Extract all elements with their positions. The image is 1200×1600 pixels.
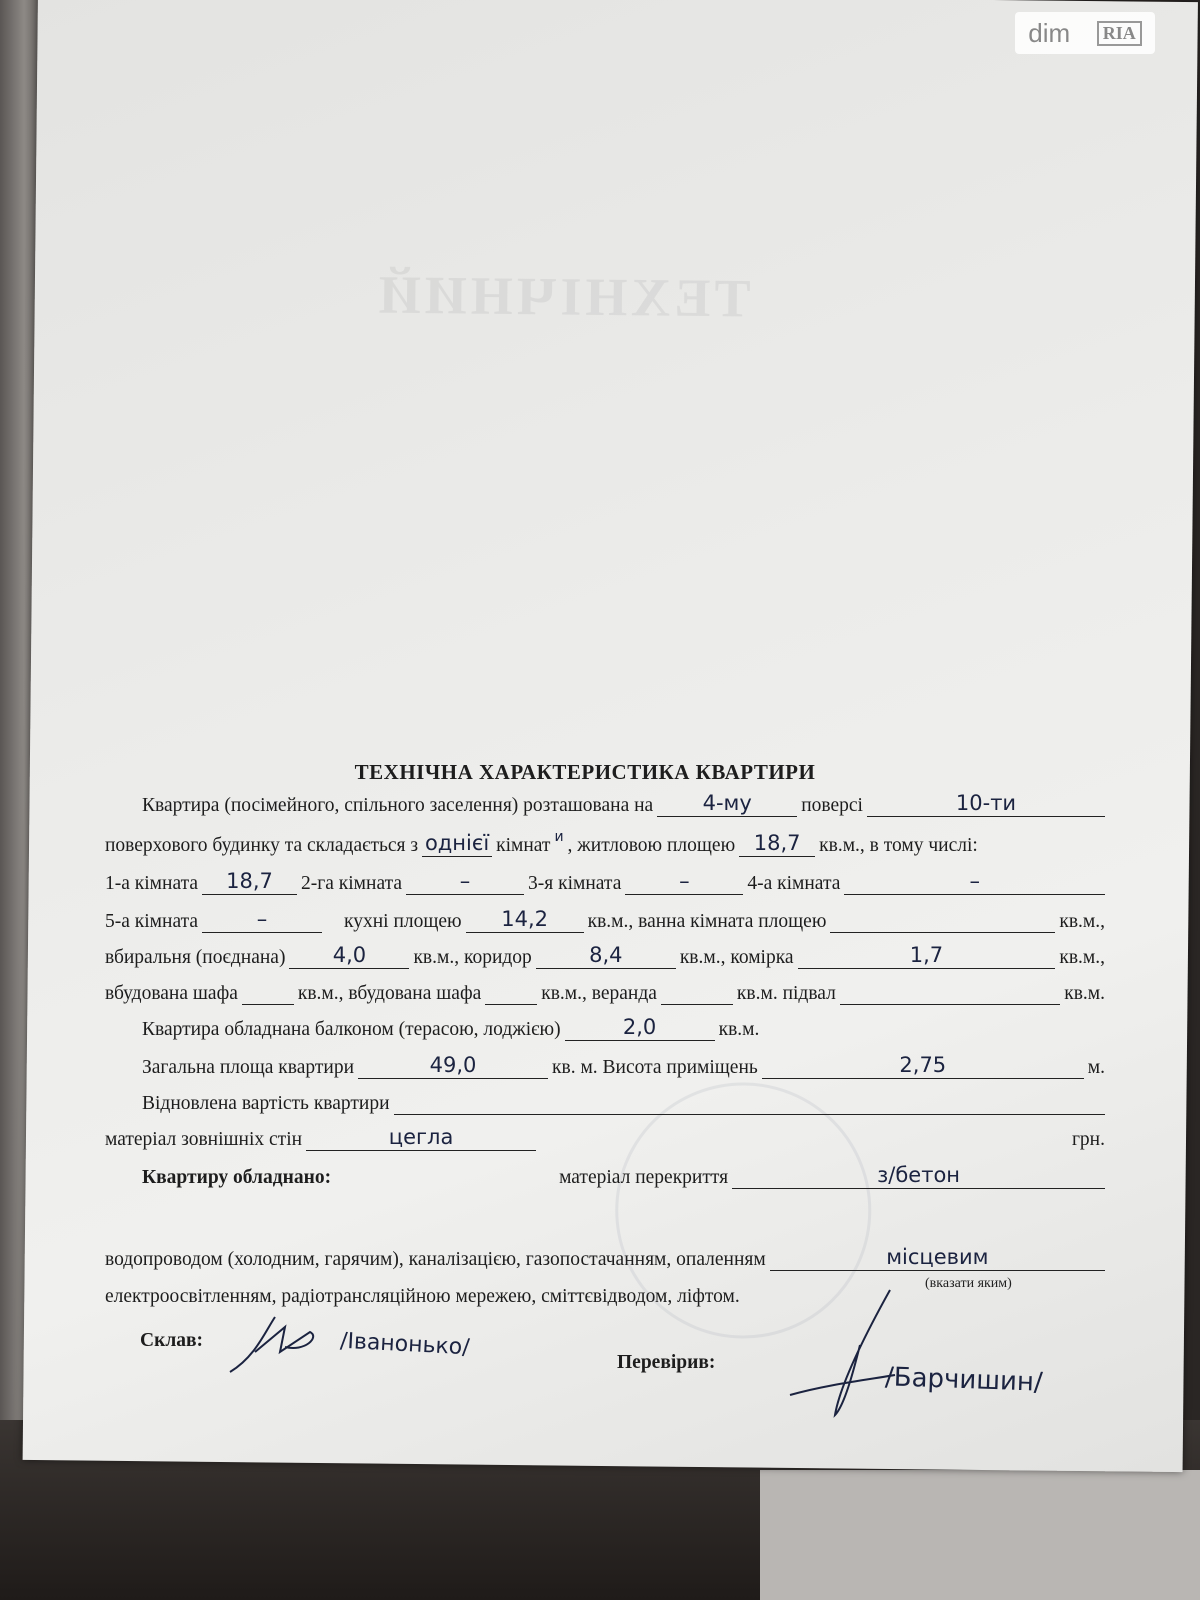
label: кв.м., коридор [413, 947, 532, 968]
restored-value-field [394, 1088, 1105, 1115]
checked-name: /Барчишин/ [884, 1362, 1044, 1398]
rooms-field: однієї [422, 830, 492, 857]
compiled-signature-icon [225, 1312, 325, 1382]
living-area-field: 18,7 [739, 830, 815, 857]
kitchen-field: 14,2 [466, 906, 584, 933]
row-restored-value [142, 1088, 1105, 1115]
room2-field: – [406, 868, 524, 895]
document-title: ТЕХНІЧНА ХАРАКТЕРИСТИКА КВАРТИРИ [354, 760, 816, 784]
underlying-paper [760, 1470, 1200, 1600]
label: кухні площею [344, 911, 462, 932]
wardrobe1-field [242, 978, 294, 1005]
ceiling-material-field: з/бетон [732, 1162, 1105, 1189]
label: Перевірив: [617, 1352, 716, 1373]
bathroom-field [830, 906, 1055, 933]
storage-field: 1,7 [798, 942, 1056, 969]
equipped-heading: Квартиру обладнано: [142, 1167, 332, 1188]
label: 3-я кімната [528, 873, 622, 894]
wardrobe2-field [485, 978, 537, 1005]
row-location [142, 790, 1105, 817]
show-through-text: ТЕХНІЧНИЙ [374, 264, 751, 329]
compiled-label [140, 1330, 203, 1352]
room1-field: 18,7 [202, 868, 297, 895]
walls-field: цегла [306, 1124, 536, 1151]
room3-field: – [625, 868, 743, 895]
checked-signature-icon [785, 1285, 905, 1425]
watermark-brand: dim [1028, 17, 1071, 48]
label: м. [1087, 1057, 1105, 1078]
row-wardrobe-veranda [105, 978, 1105, 1005]
label: кімнат [496, 835, 551, 856]
label: кв.м., ванна кімната площею [587, 911, 827, 932]
label: кв.м., веранда [541, 983, 657, 1004]
basement-field [840, 978, 1060, 1005]
heating-hint: (вказати яким) [925, 1276, 1012, 1291]
label: вбудована шафа [105, 983, 238, 1004]
label: водопроводом (холодним, гарячим), каналізацією, газопостачанням, опаленням [105, 1249, 766, 1270]
veranda-field [661, 978, 733, 1005]
row-ceiling-material [142, 1162, 1105, 1189]
total-area-field: 49,0 [358, 1052, 548, 1079]
label: матеріал перекриття [559, 1167, 729, 1188]
label: Квартира (посімейного, спільного заселення) розташована на [142, 795, 654, 816]
floors-total-field: 10-ти [867, 790, 1105, 817]
label: Склав: [140, 1330, 204, 1351]
label: грн. [1071, 1129, 1105, 1150]
balcony-field: 2,0 [565, 1014, 715, 1041]
label: кв.м. [718, 1019, 760, 1040]
ceiling-height-field: 2,75 [762, 1052, 1084, 1079]
label: 4-а кімната [747, 873, 841, 894]
row-toilet-corridor [105, 942, 1105, 969]
room5-field: – [202, 906, 322, 933]
checked-label [617, 1352, 715, 1374]
heating-field: місцевим [770, 1244, 1105, 1271]
compiled-name: /Іванонько/ [339, 1328, 471, 1361]
label: кв.м., в тому числі: [819, 835, 978, 856]
label: кв.м., комірка [679, 947, 794, 968]
label: матеріал зовнішніх стін [105, 1129, 303, 1150]
label: , житловою площею [567, 835, 736, 856]
watermark-logo: RIA [1097, 21, 1142, 46]
handwritten-correction: и [554, 829, 564, 845]
dimria-watermark [1015, 12, 1155, 54]
label: Відновлена вартість квартири [142, 1093, 390, 1114]
label: вбиральня (поєднана) [105, 947, 286, 968]
label: 2-га кімната [301, 873, 403, 894]
label: 1-а кімната [105, 873, 199, 894]
row-utilities [105, 1244, 1105, 1271]
label: кв. м. Висота приміщень [552, 1057, 758, 1078]
row-utilities-2 [105, 1286, 885, 1308]
label: поверхового будинку та складається з [105, 835, 419, 856]
label: кв.м., [1059, 911, 1105, 932]
label: 5-а кімната [105, 911, 199, 932]
label: поверсі [801, 795, 863, 816]
label: кв.м., [1059, 947, 1105, 968]
room4-field: – [844, 868, 1105, 895]
toilet-field: 4,0 [289, 942, 409, 969]
label: Квартира обладнана балконом (терасою, лоджією) [142, 1019, 561, 1040]
row-walls [105, 1124, 1105, 1151]
corridor-field: 8,4 [536, 942, 676, 969]
label: кв.м., вбудована шафа [297, 983, 482, 1004]
row-rooms [105, 830, 1105, 857]
label: Загальна площа квартири [142, 1057, 355, 1078]
row-rooms-1-4 [105, 868, 1105, 895]
row-room5-kitchen [105, 906, 1105, 933]
label: електроосвітленням, радіотрансляційною мережею, сміттєвідводом, ліфтом. [105, 1286, 740, 1307]
row-balcony [142, 1014, 842, 1041]
label: кв.м. [1064, 983, 1105, 1004]
floor-field: 4-му [657, 790, 797, 817]
row-total-area [142, 1052, 1105, 1079]
label: кв.м. підвал [736, 983, 836, 1004]
